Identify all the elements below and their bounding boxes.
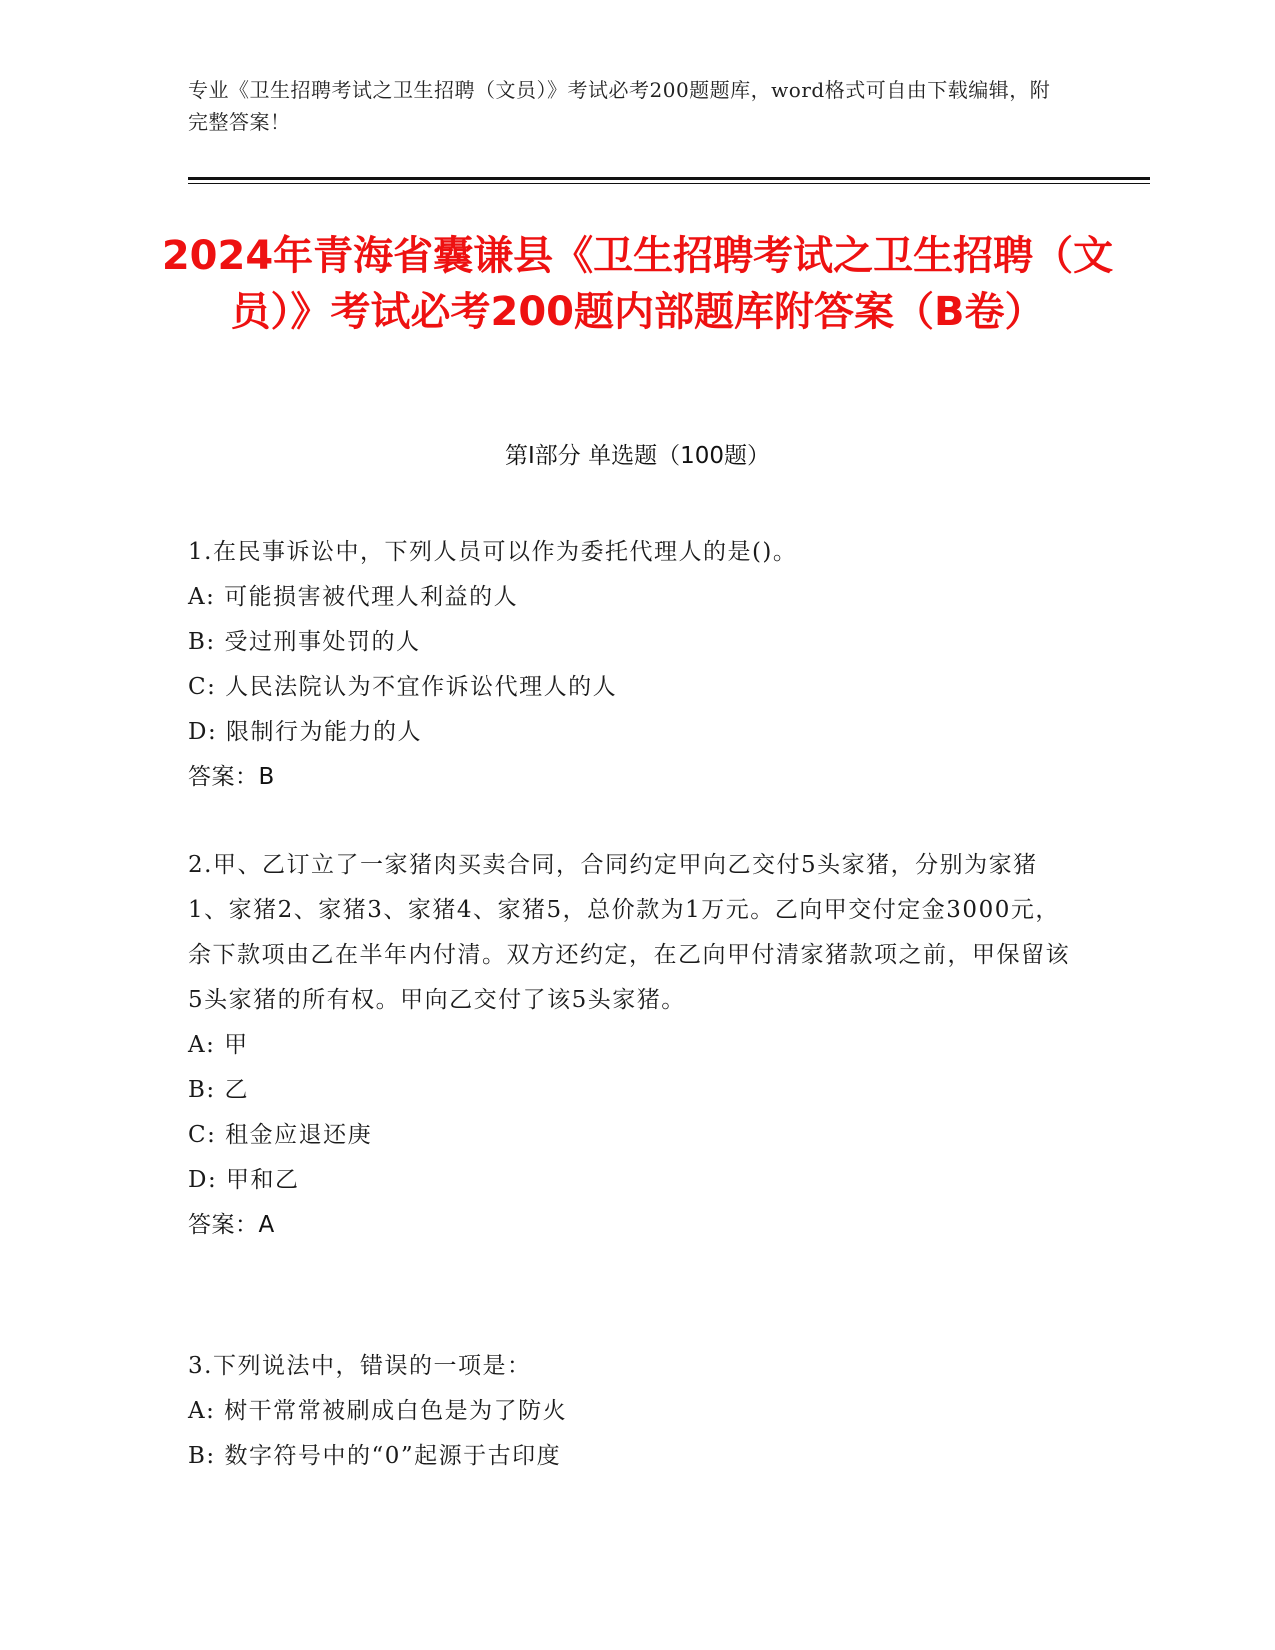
option-b: B: 乙 [188,1077,249,1103]
option-c: C: 租金应退还庚 [188,1122,373,1148]
option-b: B: 受过刑事处罚的人 [188,629,421,655]
option-d: D: 限制行为能力的人 [188,719,423,745]
answer: 答案：A [188,1212,275,1238]
header-divider-thick [188,177,1150,180]
question-stem: 2.甲、乙订立了一家猪肉买卖合同，合同约定甲向乙交付5头家猪，分别为家猪1、家猪2、家猪3、家猪4、家猪5，总价款为1万元。乙向甲交付定金3000元，余下款项由乙在半年内付清。双方还约定，在乙向甲付清家猪款项之前，甲保留该5头家猪的所有权。甲向乙交付了该5头家猪。 [188,852,1070,1013]
question-stem: 1.在民事诉讼中，下列人员可以作为委托代理人的是()。 [188,539,798,565]
section-heading: 第Ⅰ部分 单选题（100题） [505,443,770,469]
option-b: B: 数字符号中的“0”起源于古印度 [188,1443,562,1469]
header-divider-thin [188,183,1150,184]
option-d: D: 甲和乙 [188,1167,300,1193]
header-note: 专业《卫生招聘考试之卫生招聘（文员）》考试必考200题题库，word格式可自由下载编辑，附完整答案！ [188,78,1051,134]
option-a: A: 树干常常被刷成白色是为了防火 [188,1398,568,1424]
option-a: A: 甲 [188,1032,249,1058]
question-2 [188,843,1078,1248]
answer: 答案：B [188,764,275,790]
option-a: A: 可能损害被代理人利益的人 [188,584,519,610]
document-title: 2024年青海省囊谦县《卫生招聘考试之卫生招聘（文员）》考试必考200题内部题库附答案（B卷） [161,233,1114,335]
question-1 [188,530,1088,800]
question-stem: 3.下列说法中，错误的一项是： [188,1353,532,1379]
question-3 [188,1344,1088,1479]
option-c: C: 人民法院认为不宜作诉讼代理人的人 [188,674,618,700]
